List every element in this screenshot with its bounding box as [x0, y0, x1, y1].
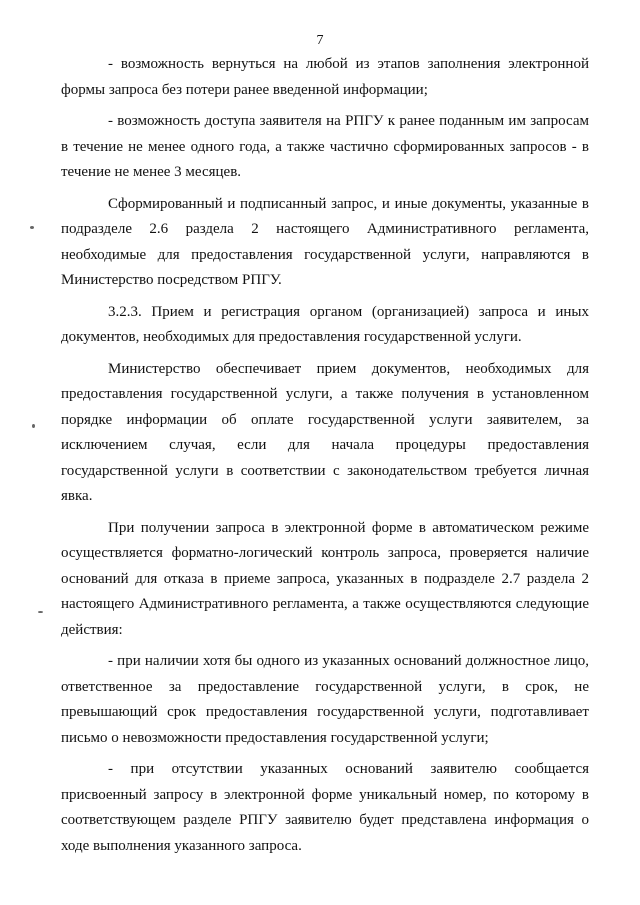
- section-heading-3-2-3: 3.2.3. Прием и регистрация органом (организацией) запроса и иных документов, необходимых для предоставления государственной услуги.: [61, 303, 589, 345]
- paragraph-formed-request: Сформированный и подписанный запрос, и иные документы, указанные в подразделе 2.6 раздела 2 настоящего Административного регламента, необходимые для предоставления государственной услуги, направляются в Министерство посредством РПГУ.: [61, 195, 589, 288]
- paragraph-return-option: - возможность вернуться на любой из этапов заполнения электронной формы запроса без потери ранее введенной информации;: [61, 56, 589, 98]
- scan-artifact: [32, 424, 35, 428]
- page-number: 7: [316, 33, 324, 48]
- paragraph-electronic-receipt: При получении запроса в электронной форме в автоматическом режиме осуществляется форматно-логический контроль запроса, проверяется наличие оснований для отказа в приеме запроса, указанных в подразделе 2.7 раздела 2 настоящего Административного регламента, а также осуществляются следующие действия:: [61, 519, 589, 638]
- scan-artifact: [30, 226, 34, 229]
- paragraph-ministry-acceptance: Министерство обеспечивает прием документов, необходимых для предоставления государственной услуги, а также получения в установленном порядке информации об оплате государственной услуги заявителем, за исключением случая, если для начала процедуры предоставления государственной услуги в соответствии с законодательством требуется личная явка.: [61, 360, 589, 504]
- paragraph-grounds-absent: - при отсутствии указанных оснований заявителю сообщается присвоенный запросу в электронной форме уникальный номер, по которому в соответствующем разделе РПГУ заявителю будет представлена информация о ходе выполнения указанного запроса.: [61, 761, 589, 854]
- scan-artifact: [38, 611, 43, 613]
- paragraph-access-option: - возможность доступа заявителя на РПГУ к ранее поданным им запросам в течение не менее одного года, а также частично сформированных запросов - в течение не менее 3 месяцев.: [61, 113, 589, 180]
- document-body: [61, 52, 589, 859]
- paragraph-grounds-present: - при наличии хотя бы одного из указанных оснований должностное лицо, ответственное за предоставление государственной услуги, в срок, не превышающий срок предоставления государственной услуги, подготавливает письмо о невозможности предоставления государственной услуги;: [61, 653, 589, 746]
